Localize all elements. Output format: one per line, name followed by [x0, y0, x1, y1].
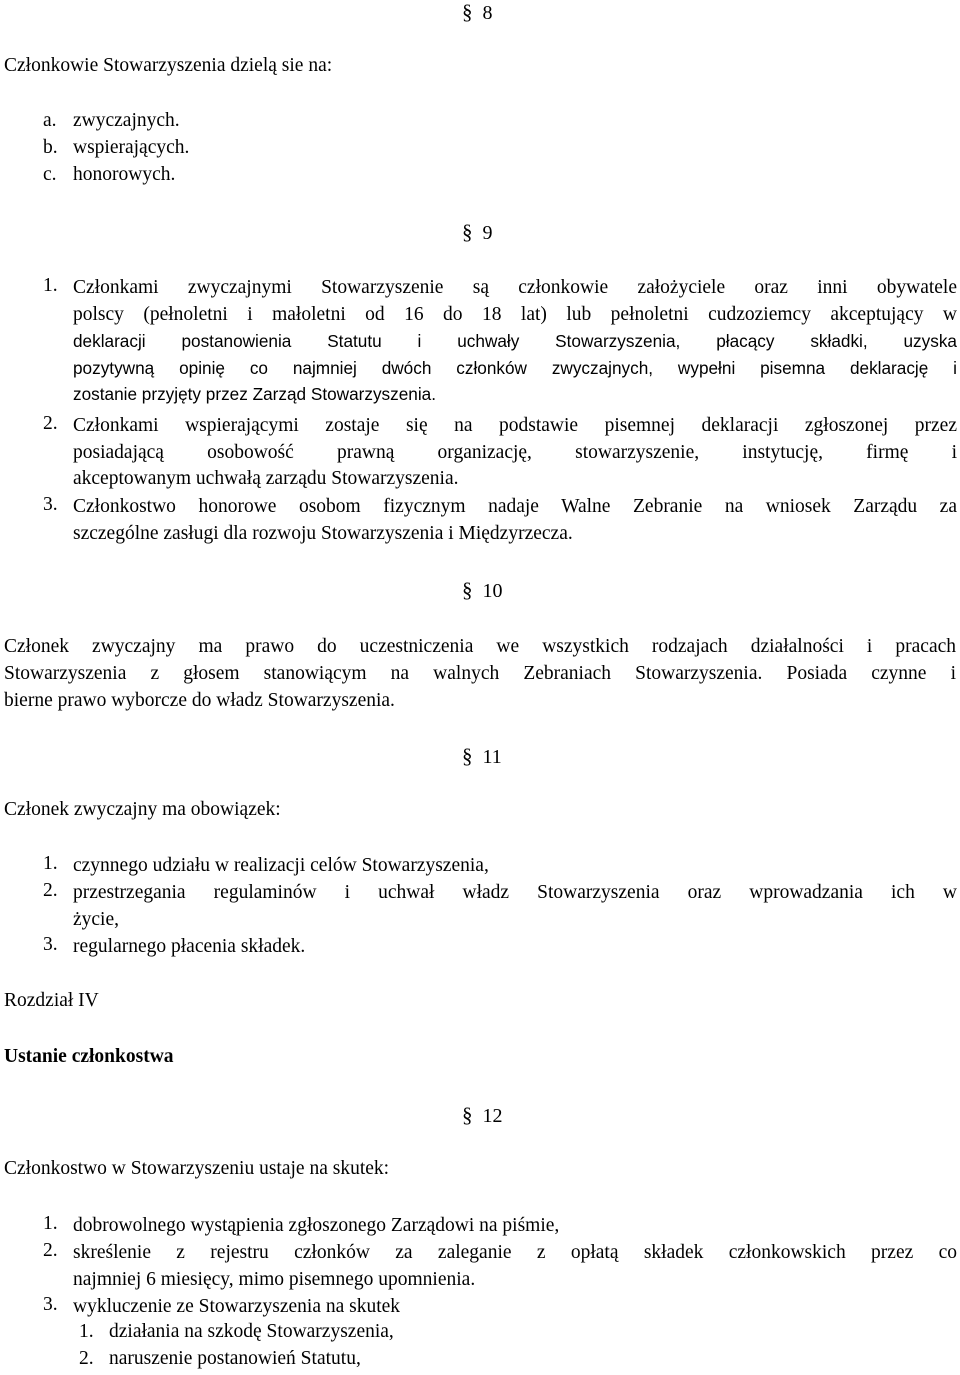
list-item: honorowych.: [73, 164, 176, 185]
text-line: przestrzegania regulaminów i uchwał władz Stowarzyszenia oraz wprowadzania ich w: [73, 882, 957, 903]
chapter-label: Rozdział IV: [4, 990, 99, 1011]
section-symbol: §: [462, 220, 473, 244]
text-line: czynnego udziału w realizacji celów Stowarzyszenia,: [73, 855, 489, 876]
section-10-paragraph: [4, 633, 956, 714]
list-marker: 3.: [43, 494, 58, 515]
list-marker: 1.: [43, 1213, 58, 1234]
text-line: Stowarzyszenia z głosem stanowiącym na walnych Zebraniach Stowarzyszenia. Posiada czynne i: [4, 663, 956, 684]
list-marker: 3.: [43, 1294, 58, 1315]
text-line: skreślenie z rejestru członków za zaleganie z opłatą składek członkowskich przez co: [73, 1242, 957, 1263]
section-symbol: §: [462, 744, 473, 768]
text-line: posiadającą osobowość prawną organizację, stowarzyszenie, instytucję, firmę i: [73, 441, 957, 463]
section-9-item-1: [73, 275, 957, 408]
text-line: deklaracji postanowienia Statutu i uchwały Stowarzyszenia, płacący składki, uzyska: [73, 331, 957, 351]
list-item: wspierających.: [73, 137, 190, 158]
section-11-item-3: [73, 934, 957, 961]
text-line: Członek zwyczajny ma prawo do uczestniczenia we wszystkich rodzajach działalności i pracach: [4, 636, 956, 657]
sublist-item: naruszenie postanowień Statutu,: [109, 1348, 361, 1369]
list-marker: b.: [43, 137, 58, 158]
text-line: pozytywną opinię co najmniej dwóch członków zwyczajnych, wypełni pisemna deklarację i: [73, 357, 957, 378]
section-number: 11: [482, 746, 502, 768]
text-line: wykluczenie ze Stowarzyszenia na skutek: [73, 1296, 401, 1317]
text-line: Członkostwo honorowe osobom fizycznym nadaje Walne Zebranie na wniosek Zarządu za: [73, 496, 957, 517]
section-12-item-2: [73, 1240, 957, 1293]
section-8-intro: Członkowie Stowarzyszenia dzielą sie na:: [4, 55, 333, 76]
section-heading-10: [462, 578, 503, 603]
section-number: 10: [482, 580, 503, 602]
list-marker: c.: [43, 164, 57, 185]
section-symbol: §: [462, 0, 473, 24]
list-marker: 3.: [43, 934, 58, 955]
section-9-item-2: [73, 413, 957, 493]
text-line: Członkami wspierającymi zostaje się na podstawie pisemnej deklaracji zgłoszonej przez: [73, 415, 957, 436]
text-line: akceptowanym uchwałą zarządu Stowarzyszenia.: [73, 468, 459, 489]
sublist-marker: 2.: [79, 1348, 94, 1369]
list-item: zwyczajnych.: [73, 110, 180, 131]
section-heading-11: [462, 744, 502, 769]
section-12-item-1: [73, 1213, 957, 1240]
list-marker: 2.: [43, 880, 58, 901]
section-9-item-3: [73, 494, 957, 547]
section-heading-9: [462, 220, 493, 245]
section-heading-8: [462, 0, 493, 25]
chapter-title: Ustanie członkostwa: [4, 1046, 174, 1067]
text-line: regularnego płacenia składek.: [73, 936, 306, 957]
sublist-marker: 1.: [79, 1321, 94, 1342]
section-11-item-1: [73, 853, 957, 880]
section-number: 12: [482, 1105, 503, 1127]
text-line: życie,: [73, 908, 120, 930]
section-12-item-3: [73, 1294, 957, 1321]
section-heading-12: [462, 1103, 503, 1128]
section-number: 8: [482, 2, 493, 24]
section-number: 9: [482, 222, 493, 244]
list-marker: 1.: [43, 853, 58, 874]
text-line: polscy (pełnoletni i małoletni od 16 do 18 lat) lub pełnoletni cudzoziemcy akceptujący w: [73, 303, 957, 325]
text-line: najmniej 6 miesięcy, mimo pisemnego upomnienia.: [73, 1268, 476, 1290]
list-marker: 1.: [43, 275, 58, 296]
section-11-item-2: [73, 880, 957, 933]
section-12-intro: Członkostwo w Stowarzyszeniu ustaje na skutek:: [4, 1158, 390, 1179]
section-symbol: §: [462, 1103, 473, 1127]
text-line: zostanie przyjęty przez Zarząd Stowarzyszenia.: [73, 384, 436, 404]
text-line: bierne prawo wyborcze do władz Stowarzyszenia.: [4, 690, 395, 711]
text-line: szczególne zasługi dla rozwoju Stowarzyszenia i Międzyrzecza.: [73, 522, 573, 544]
section-symbol: §: [462, 578, 473, 602]
list-marker: 2.: [43, 413, 58, 434]
text-line: dobrowolnego wystąpienia zgłoszonego Zarządowi na piśmie,: [73, 1215, 560, 1236]
section-11-intro: Członek zwyczajny ma obowiązek:: [4, 799, 281, 820]
list-marker: 2.: [43, 1240, 58, 1261]
text-line: Członkami zwyczajnymi Stowarzyszenie są członkowie założyciele oraz inni obywatele: [73, 277, 957, 298]
list-marker: a.: [43, 110, 57, 131]
sublist-item: działania na szkodę Stowarzyszenia,: [109, 1321, 394, 1342]
